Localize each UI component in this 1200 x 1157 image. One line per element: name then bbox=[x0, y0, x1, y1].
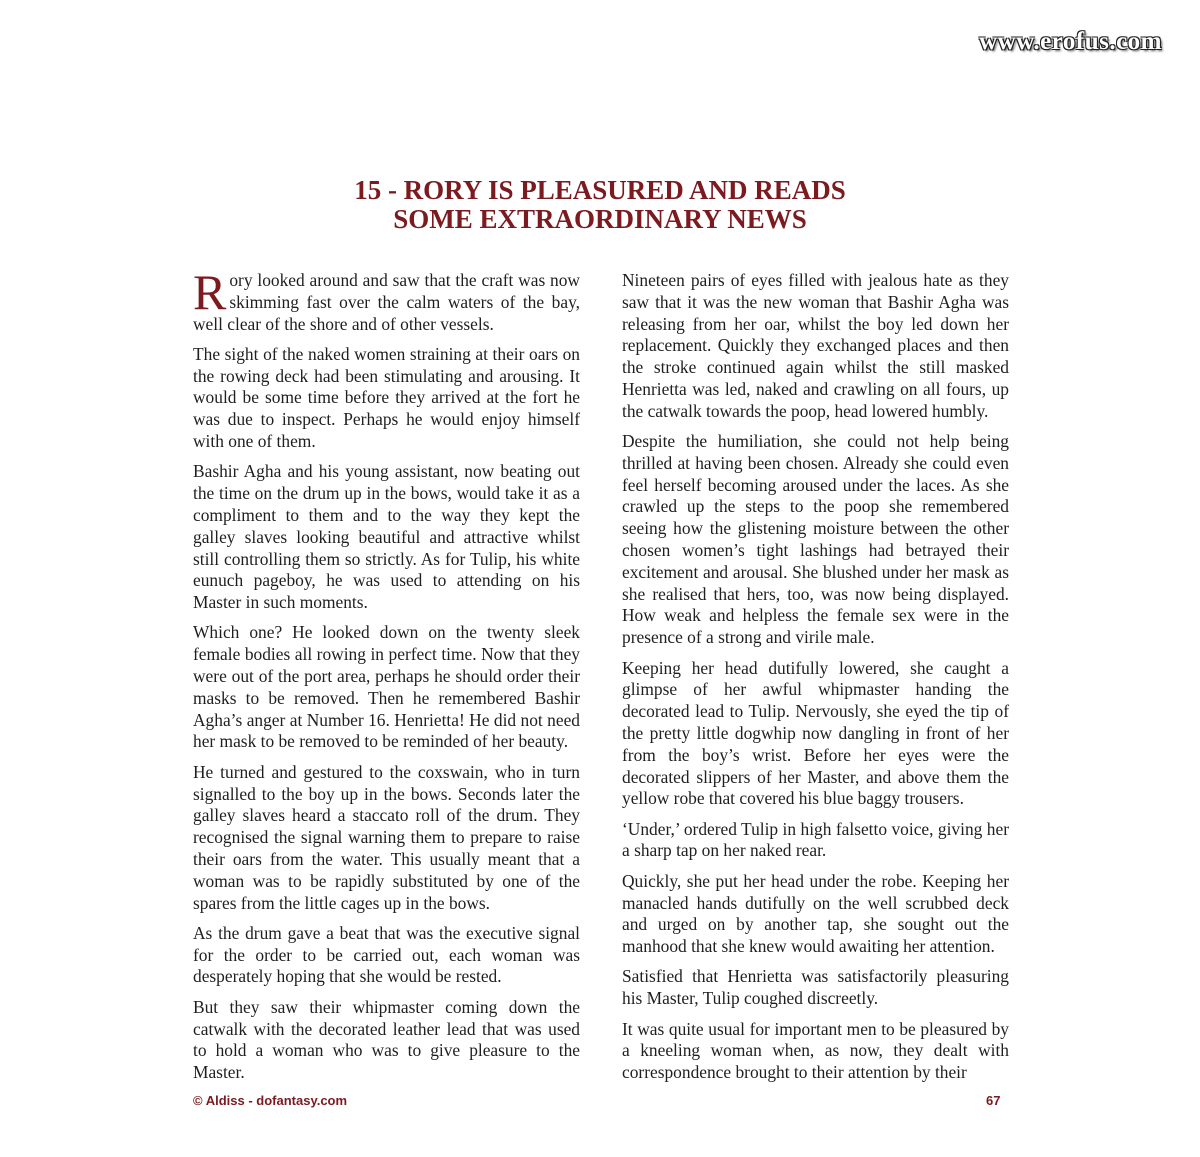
paragraph: Nineteen pairs of eyes filled with jealous hate as they saw that it was the new woman that Bashir Agha was releasing from her oar, whilst the boy led down her replacement. Quickly they exchanged places and then the stroke continued again whilst the still masked Henrietta was led, naked and crawling on all fours, up the catwalk towards the poop, head lowered humbly. bbox=[622, 270, 1009, 421]
paragraph: As the drum gave a beat that was the executive signal for the order to be carried out, each woman was desperately hoping that she would be rested. bbox=[193, 922, 580, 987]
paragraph: He turned and gestured to the coxswain, who in turn signalled to the boy up in the bows. Seconds later the galley slaves heard a staccato roll of the drum. They recognised the signal warning them to prepare to raise their oars from the water. This usually meant that a woman was to be rapidly substituted by one of the spares from the little cages up in the bows. bbox=[193, 761, 580, 913]
chapter-title-line-2: SOME EXTRAORDINARY NEWS bbox=[393, 204, 807, 234]
paragraph: Which one? He looked down on the twenty sleek female bodies all rowing in perfect time. Now that they were out of the port area, perhaps he should order their masks to be removed. Then he remembered Bashir Agha’s anger at Number 16. Henrietta! He did not need her mask to be removed to be reminded of her beauty. bbox=[193, 622, 580, 752]
watermark: www.erofus.com bbox=[979, 28, 1162, 55]
chapter-title bbox=[0, 176, 1200, 234]
paragraph: It was quite usual for important men to be pleasured by a kneeling woman when, as now, they dealt with correspondence brought to their attention by their bbox=[622, 1018, 1009, 1083]
paragraph: Quickly, she put her head under the robe. Keeping her manacled hands dutifully on the well scrubbed deck and urged on by another tap, she sought out the manhood that she knew would awaiting her attention. bbox=[622, 870, 1009, 957]
paragraph: Despite the humiliation, she could not help being thrilled at having been chosen. Already she could even feel herself becoming aroused under the laces. As she crawled up the steps to the poop she remembered seeing how the glistening moisture between the other chosen women’s tight lashings had betrayed their excitement and arousal. She blushed under her mask as she realised that hers, too, was now being displayed. How weak and helpless the female sex were in the presence of a strong and virile male. bbox=[622, 431, 1009, 648]
paragraph-text: ory looked around and saw that the craft was now skimming fast over the calm waters of the bay, well clear of the shore and of other vessels. bbox=[193, 270, 580, 334]
paragraph: The sight of the naked women straining at their oars on the rowing deck had been stimulating and arousing. It would be some time before they arrived at the fort he was due to inspect. Perhaps he would enjoy himself with one of them. bbox=[193, 343, 580, 452]
paragraph: Keeping her head dutifully lowered, she caught a glimpse of her awful whipmaster handing the decorated lead to Tulip. Nervously, she eyed the tip of the pretty little dogwhip now dangling in front of her from the boy’s wrist. Before her eyes were the decorated slippers of her Master, and above them the yellow robe that covered his blue baggy trousers. bbox=[622, 657, 1009, 809]
paragraph bbox=[193, 264, 580, 335]
paragraph: Bashir Agha and his young assistant, now beating out the time on the drum up in the bows, would take it as a compliment to them and to the way they kept the galley slaves looking beautiful and attractive whilst still controlling them so strictly. As for Tulip, his white eunuch pageboy, he was used to attending on his Master in such moments. bbox=[193, 461, 580, 613]
drop-cap: R bbox=[193, 264, 227, 320]
page-number: 67 bbox=[986, 1093, 1001, 1108]
right-column bbox=[622, 270, 1009, 1092]
left-column bbox=[193, 264, 580, 1092]
chapter-title-line-1: 15 - RORY IS PLEASURED AND READS bbox=[354, 175, 846, 205]
copyright-footer: © Aldiss - dofantasy.com bbox=[193, 1093, 348, 1108]
paragraph: But they saw their whipmaster coming down the catwalk with the decorated leather lead that was used to hold a woman who was to give pleasure to the Master. bbox=[193, 996, 580, 1083]
paragraph: ‘Under,’ ordered Tulip in high falsetto voice, giving her a sharp tap on her naked rear. bbox=[622, 818, 1009, 861]
paragraph: Satisfied that Henrietta was satisfactorily pleasuring his Master, Tulip coughed discreetly. bbox=[622, 966, 1009, 1009]
